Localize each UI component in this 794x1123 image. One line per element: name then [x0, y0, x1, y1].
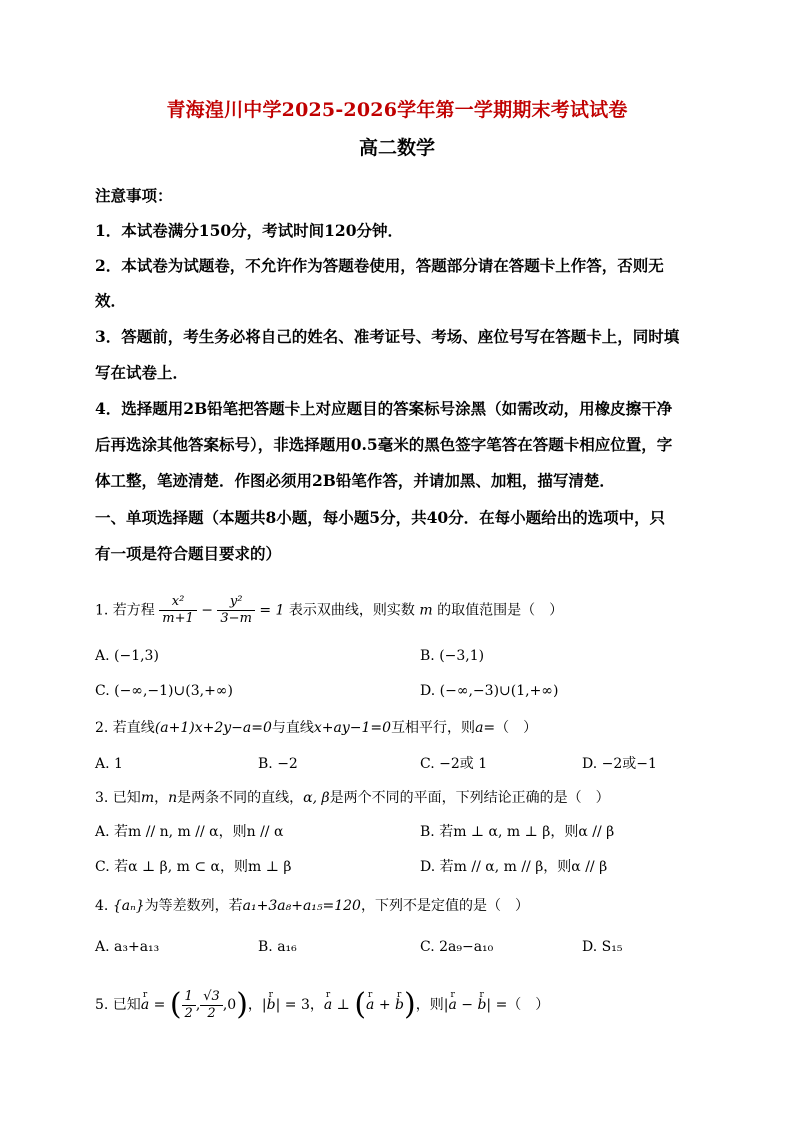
q1-frac2-den: 3−m [220, 611, 252, 626]
note-line-3a: 3．答题前，考生务必将自己的姓名、准考证号、考场、座位号写在答题卡上，同时填 [95, 327, 680, 346]
q3-expr-3: α, β [303, 790, 330, 806]
q2-suffix: 互相平行，则 [391, 720, 476, 736]
section-heading-line-2: 有一项是符合题目要求的） [95, 544, 282, 563]
q1-option-a: A. (−1,3) [95, 648, 159, 664]
q5-mid3: ，则| [415, 997, 449, 1013]
q1-frac1-num: x² [159, 594, 197, 611]
notes-heading: 注意事项： [95, 186, 173, 205]
q4-option-b: B. a₁₆ [258, 939, 297, 955]
q1-fraction-2 [217, 594, 255, 627]
question-3 [95, 787, 610, 809]
q5-mid2: | = 3， [275, 997, 324, 1013]
question-2 [95, 717, 537, 739]
q3-option-c: C. 若α ⊥ β, m ⊂ α，则m ⊥ β [95, 859, 292, 875]
section-heading-line-1: 一、单项选择题（本题共8小题，每小题5分，共40分．在每小题给出的选项中，只 [95, 508, 666, 527]
q5-vec-a-4: r a [448, 985, 456, 1025]
question-5: 5. 已知r a = ( $\frac{1}{2}$ , $\frac{√3}{2}$ ,0)，|r b| = 3，r a ⊥ (r a + r b)，则|r a − r b| =（ ） [95, 985, 549, 1025]
q4-option-c: C. 2a₉−a₁₀ [420, 939, 494, 955]
q4-option-a: A. a₃+a₁₃ [95, 939, 160, 955]
q5-vec-a-3: r a [366, 985, 374, 1025]
q2-mid: 与直线 [271, 720, 314, 736]
q4-mid: 为等差数列，若 [144, 898, 243, 914]
note-line-4b: 后再选涂其他答案标号），非选择题用0.5毫米的黑色签字笔答在答题卡相应位置，字 [95, 435, 673, 454]
q3-option-b: B. 若m ⊥ α, m ⊥ β，则α // β [420, 824, 615, 840]
q2-option-a: A. 1 [95, 756, 123, 772]
q1-option-c: C. (−∞,−1)∪(3,+∞) [95, 683, 233, 699]
q5-vec-b: r b [267, 985, 276, 1025]
q1-suffix2: 的取值范围是（ ） [437, 602, 564, 619]
q5-plus: + [374, 997, 396, 1013]
q1-eq: = 1 [259, 602, 285, 619]
q3-prefix: 3. 已知 [95, 790, 141, 806]
q5-prefix: 5. 已知 [95, 997, 141, 1013]
q3-option-a: A. 若m // n, m // α，则n // α [95, 824, 284, 840]
q5-half-num: 1 [182, 989, 196, 1006]
q5-lparen-2: ( [354, 987, 367, 1022]
q1-suffix: 表示双曲线，则实数 [288, 602, 415, 619]
q5-vec-a-2: r a [324, 985, 332, 1025]
q1-frac2-num: y² [217, 594, 255, 611]
q5-zero: 0 [227, 997, 237, 1013]
q3-sep: ， [154, 790, 169, 806]
q2-prefix: 2. 若直线 [95, 720, 155, 736]
q3-expr-2: n [168, 790, 178, 806]
note-line-1: 1．本试卷满分150分，考试时间120分钟． [95, 221, 403, 240]
question-1 [95, 594, 563, 627]
q2-option-d: D. −2或−1 [582, 756, 657, 772]
q5-rparen: ) [236, 987, 248, 1022]
exam-title: 青海湟川中学2025-2026学年第一学期期末考试试卷 [166, 99, 628, 121]
q3-option-d: D. 若m // α, m // β，则α // β [420, 859, 608, 875]
q5-half-den: 2 [184, 1005, 193, 1021]
q3-suffix: 是两个不同的平面，下列结论正确的是（ ） [329, 790, 610, 806]
q5-frac-half [182, 989, 196, 1022]
subject-title: 高二数学 [358, 137, 435, 159]
q5-vec-b-2: r b [395, 985, 404, 1025]
q2-expr-3: a= [475, 720, 496, 736]
q1-option-d: D. (−∞,−3)∪(1,+∞) [420, 683, 559, 699]
note-line-4a: 4．选择题用2B铅笔把答题卡上对应题目的答案标号涂黑（如需改动，用橡皮擦干净 [95, 399, 673, 418]
note-line-2b: 效． [95, 291, 127, 310]
q5-frac-sqrt3 [200, 989, 223, 1022]
q5-mid1: ，| [247, 997, 267, 1013]
q1-fraction-1 [159, 594, 197, 627]
q5-vec-b-3: r b [477, 985, 486, 1025]
q4-option-d: D. S₁₅ [582, 939, 623, 955]
q1-prefix: 1. 若方程 [95, 602, 155, 619]
q3-expr-1: m [140, 790, 155, 806]
q5-end: | =（ ） [486, 997, 550, 1013]
q4-suffix: ，下列不是定值的是（ ） [360, 898, 529, 914]
q3-mid: 是两条不同的直线， [177, 790, 304, 806]
q2-option-c: C. −2或 1 [420, 756, 488, 772]
q5-minus: − [456, 997, 478, 1013]
q2-end: （ ） [495, 720, 538, 736]
q1-minus: − [201, 602, 213, 619]
q4-prefix: 4. [95, 898, 113, 914]
q5-sqrt3-num: √3 [200, 989, 223, 1006]
q4-expr-2: a₁+3a₈+a₁₅=120 [242, 898, 361, 914]
q5-rparen-2: ) [404, 987, 416, 1022]
q5-vec-a: r a [141, 985, 149, 1025]
q1-var: m [419, 602, 433, 619]
q2-expr-2: x+ay−1=0 [313, 720, 392, 736]
q5-sqrt3-den: 2 [207, 1005, 216, 1021]
q1-option-b: B. (−3,1) [420, 648, 485, 664]
q1-frac1-den: m+1 [162, 611, 194, 626]
q4-expr-1: {aₙ} [112, 898, 145, 914]
q2-option-b: B. −2 [258, 756, 298, 772]
note-line-2a: 2．本试卷为试题卷，不允许作为答题卷使用，答题部分请在答题卡上作答，否则无 [95, 256, 664, 275]
note-line-4c: 体工整，笔迹清楚．作图必须用2B铅笔作答，并请加黑、加粗，描写清楚． [95, 471, 615, 490]
q2-expr-1: (a+1)x+2y−a=0 [154, 720, 272, 736]
q5-perp: ⊥ [332, 997, 355, 1013]
q5-lparen: ( [169, 987, 182, 1022]
question-4 [95, 895, 529, 917]
q5-eq: = [149, 997, 170, 1013]
note-line-3b: 写在试卷上． [95, 363, 189, 382]
